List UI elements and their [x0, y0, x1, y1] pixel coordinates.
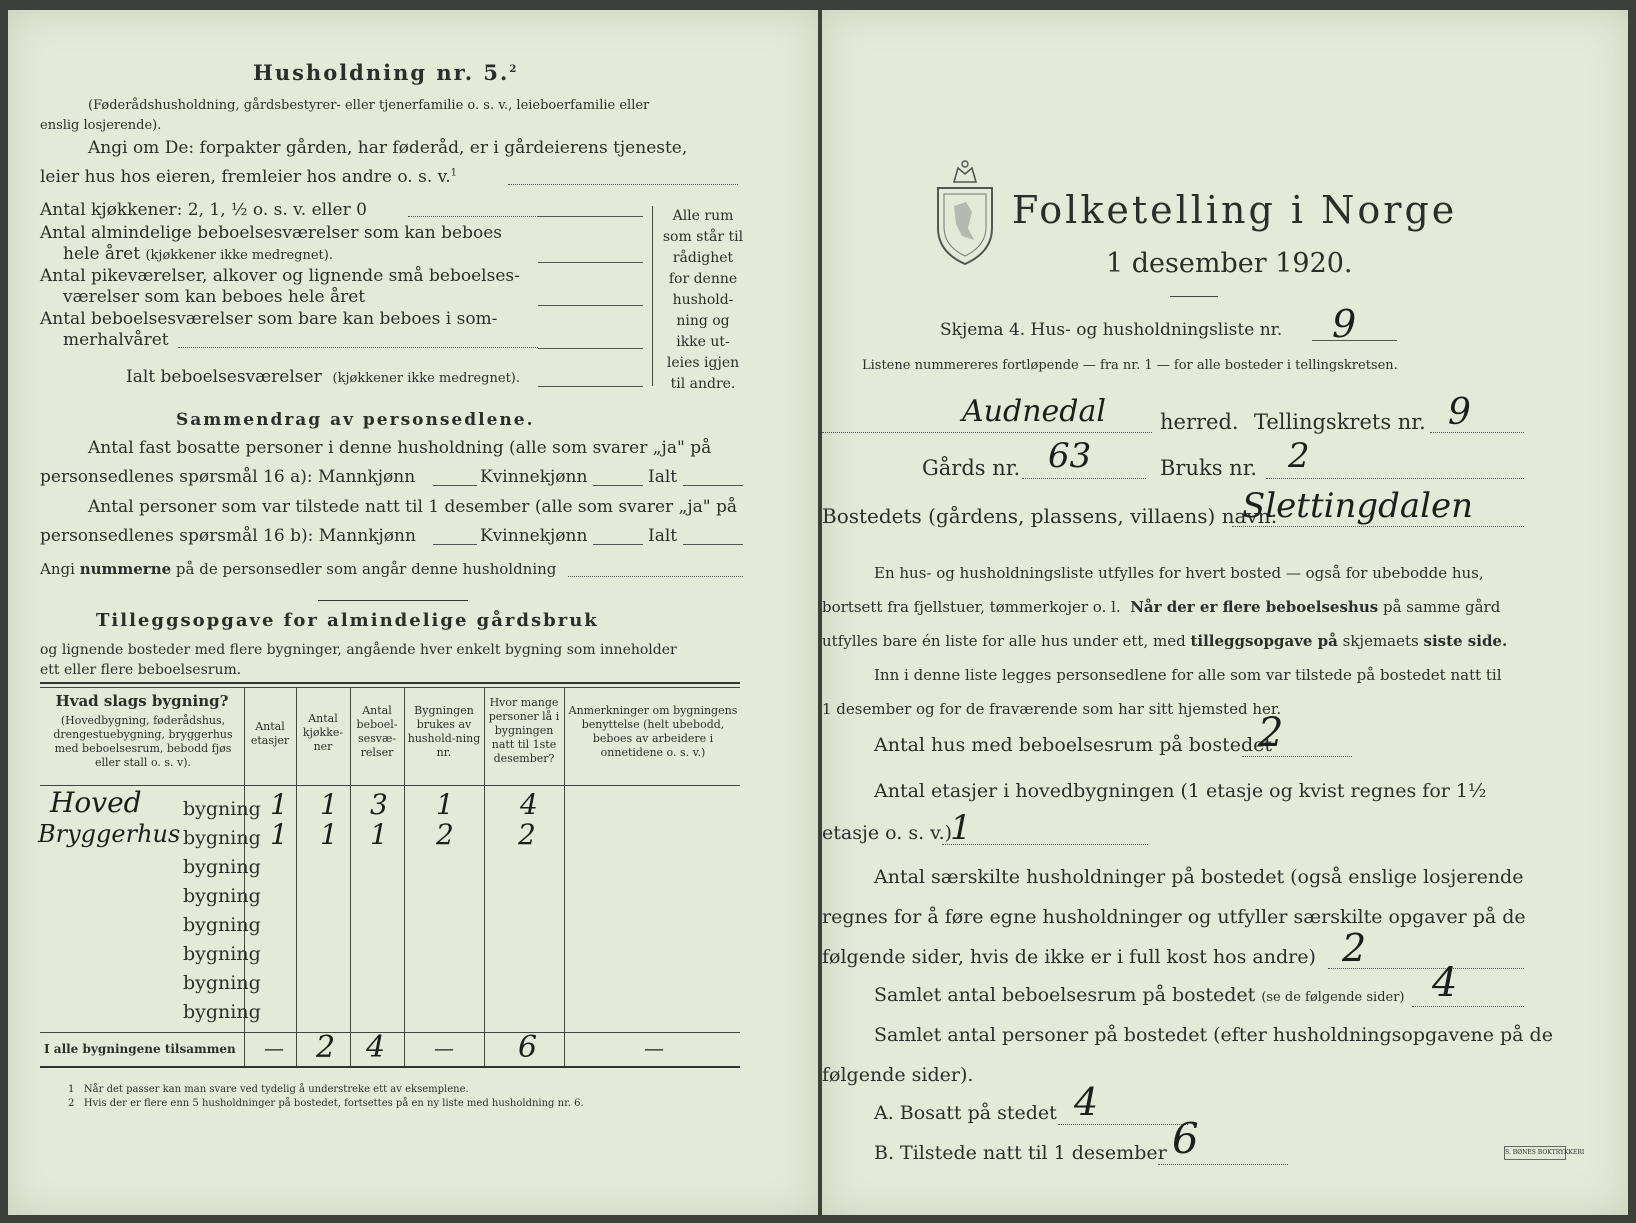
row-2-personer[interactable]: 2	[518, 818, 536, 851]
bygning-label: bygning	[183, 914, 261, 936]
pike-field[interactable]	[538, 305, 643, 306]
th-brukes: Bygningen brukes av hushold-ning nr.	[407, 704, 481, 759]
ialt-field[interactable]	[538, 386, 643, 387]
bygning-label: bygning	[183, 885, 261, 907]
gards-field[interactable]	[1022, 478, 1146, 479]
alm-label-1: Antal almindelige beboelsesværelser som kan beboes	[40, 223, 502, 243]
table-top-rule	[40, 682, 740, 684]
ialt-label-1: Ialt	[648, 467, 678, 487]
footnote-2: 2 Hvis der er flere enn 5 husholdninger på bostedet, fortsettes på en ny liste med husholdning nr. 6.	[68, 1098, 584, 1109]
alm-field[interactable]	[538, 262, 643, 263]
angi-dotted-line	[508, 184, 738, 185]
bosatt-field[interactable]	[1058, 1124, 1188, 1125]
kjokkener-field[interactable]	[538, 216, 643, 217]
sammendrag-line-2: personsedlenes spørsmål 16 a): Mannkjønn	[40, 467, 416, 487]
total-kjokkener: 2	[316, 1030, 336, 1065]
col-divider-5	[484, 687, 485, 1066]
left-page	[8, 10, 818, 1215]
tillegg-heading: Tilleggsopgave for almindelige gårdsbruk	[96, 610, 599, 631]
bosted-value[interactable]: Slettingdalen	[1242, 486, 1474, 526]
table-bottom-rule	[40, 1066, 740, 1068]
sommer-dots	[178, 347, 538, 348]
kvinne-label-1: Kvinnekjønn	[480, 467, 588, 487]
listene-note: Listene nummereres fortløpende — fra nr. 1 — for alle bosteder i tellingskretsen.	[862, 358, 1398, 373]
row-1-etasjer[interactable]: 1	[270, 788, 288, 821]
sammendrag-line-1: Antal fast bosatte personer i denne husholdning (alle som svarer „ja" på	[88, 438, 712, 458]
kjokkener-label: Antal kjøkkener: 2, 1, ½ o. s. v. eller 0	[40, 200, 367, 220]
alm-label-2: hele året (kjøkkener ikke medregnet).	[63, 244, 333, 264]
antal-hus-value[interactable]: 2	[1258, 710, 1284, 756]
kvinne-field-1[interactable]	[593, 485, 643, 486]
total-label: I alle bygningene tilsammen	[44, 1042, 236, 1056]
tillegg-sub-2: ett eller flere beboelsesrum.	[40, 662, 242, 678]
table-header-rule	[40, 785, 740, 786]
hush-label-2: regnes for å føre egne husholdninger og utfyller særskilte opgaver på de	[822, 906, 1526, 928]
th-type-sub: (Hovedbygning, føderådshus, drengestuebygning, bryggerhus med beboelsesrum, bebodd fjøs eller stall o. s. v).	[53, 714, 233, 769]
gards-label: Gårds nr.	[922, 456, 1021, 480]
row-2-etasjer[interactable]: 1	[270, 818, 288, 851]
instr-4: Inn i denne liste legges personsedlene for alle som var tilstede på bostedet natt til	[874, 666, 1502, 684]
hush-label-1: Antal særskilte husholdninger på bostedet (også enslige losjerende	[874, 866, 1524, 888]
side-note: Alle rum som står til rådighet for denne hushold- ning og ikke ut- leies igjen til andre.	[662, 208, 744, 392]
footnote-1: 1 Når det passer kan man svare ved tydelig å understreke ett av eksemplene.	[68, 1084, 469, 1095]
table-total-rule	[40, 1032, 740, 1033]
bygning-label: bygning	[183, 972, 261, 994]
ialt-field-1[interactable]	[683, 485, 743, 486]
household-title: Husholdning nr. 5.$^2$	[253, 60, 519, 85]
ialt-field-2[interactable]	[683, 544, 743, 545]
th-etasjer: Antal etasjer	[250, 720, 290, 747]
samlet-rum-value[interactable]: 4	[1432, 960, 1458, 1006]
row-1-kjokkener[interactable]: 1	[320, 788, 338, 821]
right-page	[822, 10, 1628, 1215]
instr-2: bortsett fra fjellstuer, tømmerkojer o. l. Når der er flere beboelseshus på samme gård	[822, 598, 1501, 616]
gards-value[interactable]: 63	[1048, 436, 1092, 476]
bygning-label: bygning	[183, 798, 261, 820]
th-vaerelser: Antal beboel-sesvæ-relser	[356, 704, 398, 759]
row-2-vaerelser[interactable]: 1	[370, 818, 388, 851]
sammendrag-line-4: personsedlenes spørsmål 16 b): Mannkjønn	[40, 526, 416, 546]
pike-label-2: værelser som kan beboes hele året	[63, 287, 366, 307]
row-1-personer[interactable]: 4	[520, 788, 538, 821]
total-hush: —	[434, 1036, 454, 1060]
row-2-kjokkener[interactable]: 1	[320, 818, 338, 851]
bruks-value[interactable]: 2	[1288, 436, 1310, 476]
kjokkener-dots	[408, 216, 538, 217]
herred-label: herred.	[1160, 410, 1239, 434]
herred-field[interactable]	[822, 432, 1152, 433]
sommer-field[interactable]	[538, 348, 643, 349]
row-1-hush[interactable]: 1	[436, 788, 454, 821]
bosted-field[interactable]	[1232, 526, 1524, 527]
nummerne-field[interactable]	[568, 576, 743, 577]
sammendrag-heading: Sammendrag av personsedlene.	[176, 410, 535, 430]
title-divider	[1170, 296, 1218, 297]
tilstede-value[interactable]: 6	[1172, 1114, 1199, 1163]
household-intro-2: enslig losjerende).	[40, 118, 162, 133]
tilstede-field[interactable]	[1158, 1164, 1288, 1165]
census-date: 1 desember 1920.	[1106, 248, 1353, 279]
bruks-field[interactable]	[1266, 478, 1524, 479]
th-personer: Hvor mange personer lå i bygningen natt til 1ste desember?	[488, 696, 560, 765]
hush-label-3: følgende sider, hvis de ikke er i full kost hos andre)	[822, 946, 1316, 968]
printer-stamp: S. BØNES BOKTRYKKERI	[1504, 1146, 1566, 1160]
ialt-label: Ialt beboelsesværelser (kjøkkener ikke medregnet).	[126, 367, 521, 387]
samlet-rum-field[interactable]	[1412, 1006, 1524, 1007]
antal-hus-field[interactable]	[1242, 756, 1352, 757]
census-title: Folketelling i Norge	[1012, 188, 1458, 232]
samlet-pers-label-1: Samlet antal personer på bostedet (efter husholdningsopgavene på de	[874, 1024, 1553, 1046]
table-top-rule-2	[40, 687, 740, 688]
etasjer-field[interactable]	[942, 844, 1148, 845]
th-anmerkninger: Anmerkninger om bygningens benyttelse (helt ubebodd, beboes av arbeidere i onnetidene o. s. v.)	[568, 704, 738, 759]
sammendrag-line-3: Antal personer som var tilstede natt til 1 desember (alle som svarer „ja" på	[88, 497, 738, 517]
row-1-type[interactable]: Hoved	[50, 786, 142, 819]
skjema-line: Skjema 4. Hus- og husholdningsliste nr.	[940, 320, 1283, 340]
row-2-hush[interactable]: 2	[436, 818, 454, 851]
col-divider-3	[350, 687, 351, 1066]
coat-of-arms-icon	[932, 154, 998, 266]
krets-field[interactable]	[1430, 432, 1524, 433]
bosted-label: Bostedets (gårdens, plassens, villaens) navn:	[822, 504, 1278, 528]
etasjer-label-2: etasje o. s. v.)	[822, 822, 953, 844]
samlet-rum-label: Samlet antal beboelsesrum på bostedet (se de følgende sider)	[874, 984, 1405, 1006]
samlet-pers-label-2: følgende sider).	[822, 1064, 974, 1086]
sommer-label-2: merhalvåret	[63, 330, 169, 350]
ialt-label-2: Ialt	[648, 526, 678, 546]
krets-value[interactable]: 9	[1448, 392, 1471, 433]
bygning-label: bygning	[183, 856, 261, 878]
bosatt-label: A. Bosatt på stedet	[874, 1102, 1057, 1124]
pike-label-1: Antal pikeværelser, alkover og lignende små beboelses-	[40, 266, 520, 286]
kvinne-field-2[interactable]	[593, 544, 643, 545]
total-vaerelser: 4	[366, 1030, 386, 1065]
th-kjokkener: Antal kjøkke-ner	[302, 712, 344, 753]
sommer-label-1: Antal beboelsesværelser som bare kan beboes i som-	[40, 309, 498, 329]
instr-1: En hus- og husholdningsliste utfylles for hvert bosted — også for ubebodde hus,	[874, 564, 1484, 582]
bygning-label: bygning	[183, 943, 261, 965]
total-etasjer: —	[264, 1036, 284, 1060]
divider	[318, 600, 468, 601]
brace	[652, 206, 653, 386]
etasjer-label-1: Antal etasjer i hovedbygningen (1 etasje og kvist regnes for 1½	[874, 780, 1487, 802]
etasjer-value[interactable]: 1	[950, 808, 972, 848]
bygning-label: bygning	[183, 1001, 261, 1023]
row-1-vaerelser[interactable]: 3	[370, 788, 388, 821]
krets-label: Tellingskrets nr.	[1254, 410, 1426, 434]
col-divider-4	[404, 687, 405, 1066]
angi-nummerne: Angi nummerne på de personsedler som angår denne husholdning	[40, 560, 557, 578]
skjema-value[interactable]: 9	[1332, 302, 1357, 346]
instr-3: utfylles bare én liste for alle hus under ett, med tilleggsopgave på skjemaets siste side.	[822, 632, 1508, 650]
antal-hus-label: Antal hus med beboelsesrum på bostedet	[874, 734, 1273, 756]
th-type: Hvad slags bygning?	[55, 692, 229, 710]
row-2-type[interactable]: Bryggerhus	[38, 820, 181, 848]
household-intro: (Føderådshusholdning, gårdsbestyrer- eller tjenerfamilie o. s. v., leieboerfamilie eller	[88, 98, 650, 113]
total-anm: —	[644, 1036, 664, 1060]
herred-value[interactable]: Audnedal	[962, 394, 1106, 429]
col-divider-6	[564, 687, 565, 1066]
kvinne-label-2: Kvinnekjønn	[480, 526, 588, 546]
bygning-label: bygning	[183, 827, 261, 849]
tillegg-sub-1: og lignende bosteder med flere bygninger, angående hver enkelt bygning som inneholder	[40, 642, 677, 658]
angi-line-1: Angi om De: forpakter gården, har føderåd, er i gårdeierens tjeneste,	[88, 138, 688, 158]
bosatt-value[interactable]: 4	[1074, 1080, 1099, 1124]
total-personer: 6	[518, 1030, 538, 1065]
mann-field-1[interactable]	[433, 485, 477, 486]
bruks-label: Bruks nr.	[1160, 456, 1258, 480]
tilstede-label: B. Tilstede natt til 1 desember	[874, 1142, 1167, 1164]
mann-field-2[interactable]	[433, 544, 477, 545]
hush-value[interactable]: 2	[1342, 926, 1367, 970]
col-divider-2	[296, 687, 297, 1066]
instr-5: 1 desember og for de fraværende som har sitt hjemsted her.	[822, 700, 1282, 718]
angi-line-2: leier hus hos eieren, fremleier hos andre o. s. v.$^1$	[40, 167, 457, 187]
